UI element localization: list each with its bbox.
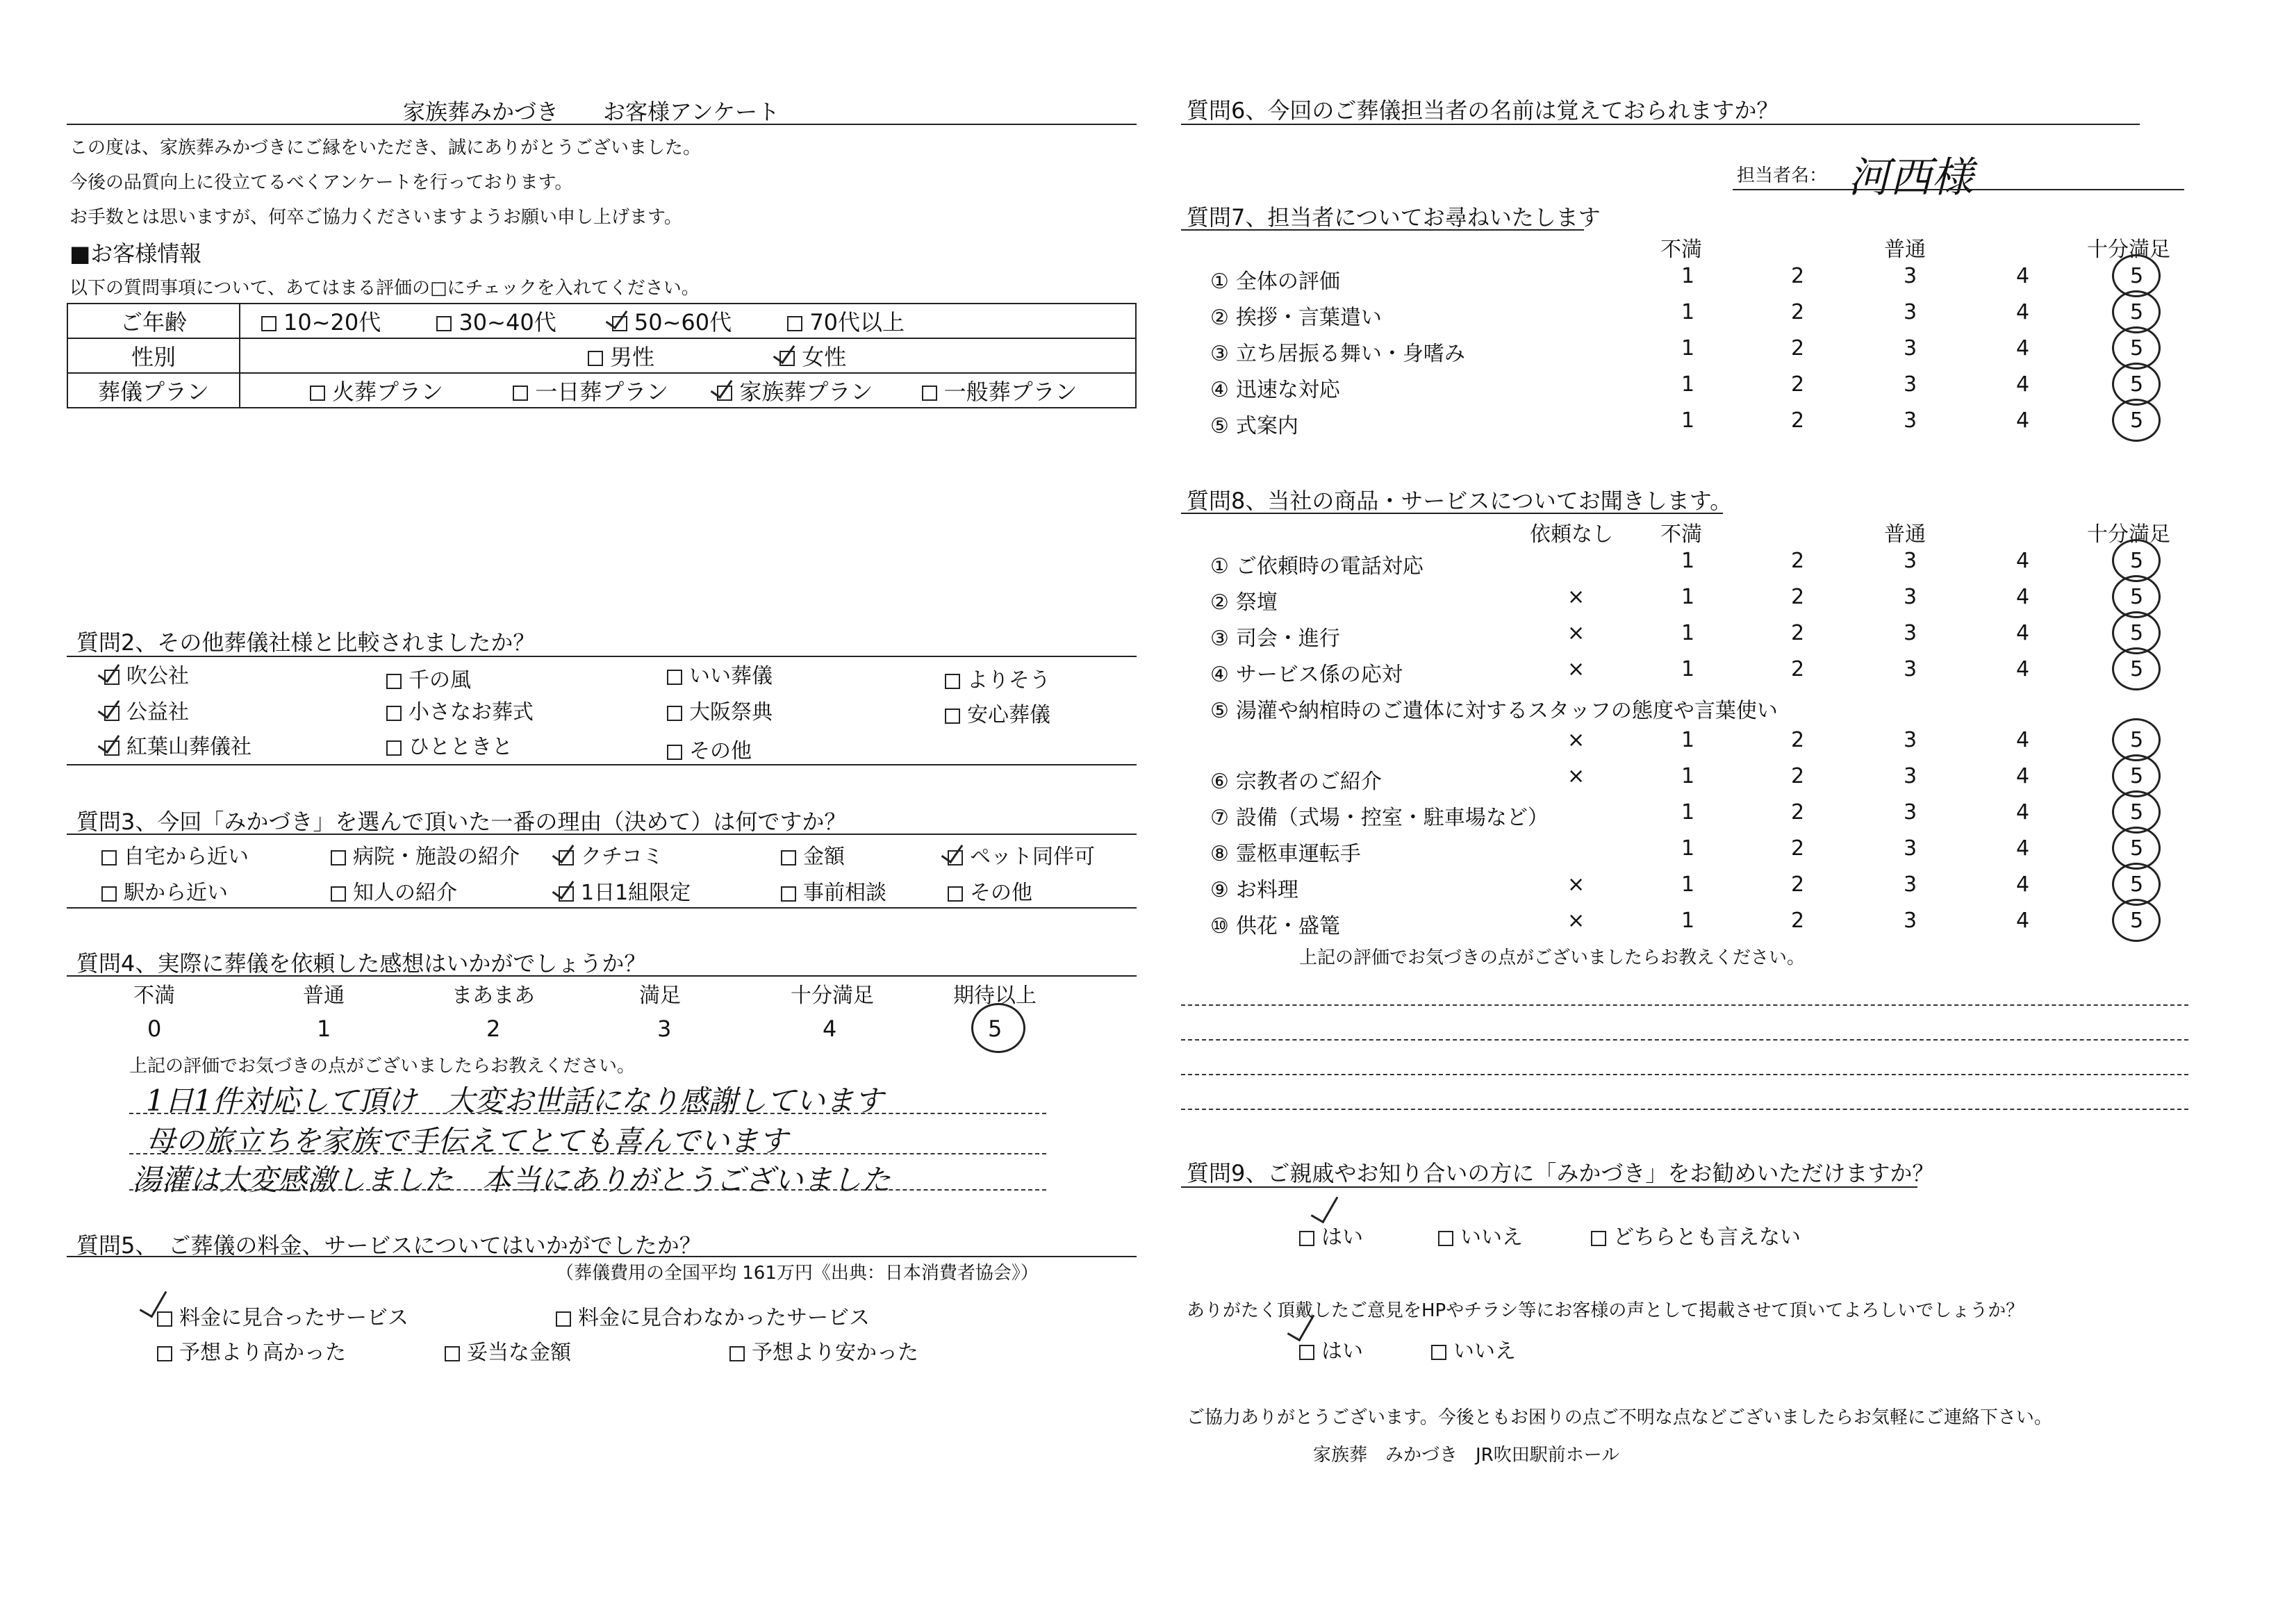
q4-value-selected[interactable]: 5 <box>988 1016 1002 1042</box>
q8-rating-option[interactable]: 2 <box>1791 657 1805 681</box>
publish-option-no[interactable]: いいえ <box>1431 1334 1516 1364</box>
q8-rating-option[interactable]: 5 <box>2130 909 2144 933</box>
q8-item-label: ⑨ お料理 <box>1210 878 1298 902</box>
q8-item-label: ⑤ 湯灌や納棺時のご遺体に対するスタッフの態度や言葉使い <box>1210 699 1778 723</box>
q8-rating-option[interactable]: 3 <box>1904 872 1917 897</box>
q8-item-label: ② 祭壇 <box>1210 590 1278 615</box>
q2-option[interactable]: その他 <box>667 734 752 764</box>
q8-rating-option[interactable]: 3 <box>1904 549 1917 573</box>
q7-item-label: ① 全体の評価 <box>1210 270 1340 294</box>
q2-option[interactable]: 千の風 <box>386 663 471 693</box>
q8-item-label: ⑧ 霊柩車運転手 <box>1210 842 1361 866</box>
q8-rating-option[interactable]: 4 <box>2016 764 2030 788</box>
checkbox[interactable] <box>513 386 528 401</box>
q8-comment-prompt: 上記の評価でお気づきの点がございましたらお教えください。 <box>1299 947 1806 968</box>
q8-rating-option[interactable]: 5 <box>2130 621 2144 645</box>
plan-option[interactable]: 家族葬プラン <box>717 374 873 406</box>
q2-option[interactable]: 大阪祭典 <box>667 695 773 725</box>
publish-question: ありがたく頂戴したご意見をHPやチラシ等にお客様の声として掲載させて頂いてよろしいでしょうか？ <box>1187 1300 2024 1321</box>
q7-rating-option[interactable]: 1 <box>1681 372 1695 397</box>
q7-header-normal: 普通 <box>1884 238 1926 262</box>
q8-rating-option[interactable]: 5 <box>2130 657 2144 681</box>
q5-option[interactable]: 妥当な金額 <box>445 1335 571 1366</box>
q7-rating-option[interactable]: 5 <box>2130 408 2144 433</box>
q3-option[interactable]: クチコミ <box>559 839 663 870</box>
intro-line-1: この度は、家族葬みかづきにご縁をいただき、誠にありがとうございました。 <box>69 138 701 158</box>
q8-rating-option[interactable]: 2 <box>1791 728 1805 752</box>
q7-rating-option[interactable]: 3 <box>1904 300 1917 324</box>
q4-title: 質問4、実際に葬儀を依頼した感想はいかがでしょうか？ <box>76 950 647 977</box>
q4-value[interactable]: 2 <box>486 1016 501 1042</box>
q8-rating-option[interactable]: 2 <box>1791 872 1805 897</box>
q9-option-no[interactable]: いいえ <box>1438 1220 1523 1250</box>
q2-option[interactable]: 吹公社 <box>104 658 189 689</box>
age-option[interactable]: 10~20代 <box>261 305 381 337</box>
customer-info-table <box>67 303 1137 408</box>
publish-option-yes[interactable]: はい <box>1299 1334 1363 1364</box>
selection-circle <box>2112 647 2161 690</box>
check-mark <box>1311 1191 1339 1224</box>
customer-instruction: 以下の質問事項について、あてはまる評価の□にチェックを入れてください。 <box>69 278 700 299</box>
q7-rating-option[interactable]: 4 <box>2016 408 2030 433</box>
checkbox[interactable] <box>436 316 452 331</box>
q8-rating-option[interactable]: 3 <box>1904 764 1917 788</box>
q7-rating-option[interactable]: 1 <box>1681 336 1695 361</box>
q2-option[interactable]: よりそう <box>945 663 1050 693</box>
q8-na-mark[interactable]: × <box>1567 621 1585 645</box>
q7-rating-option[interactable]: 5 <box>2130 372 2144 397</box>
q2-option[interactable]: 紅葉山葬儀社 <box>104 729 251 760</box>
q8-na-mark[interactable]: × <box>1567 764 1585 788</box>
q7-rating-option[interactable]: 3 <box>1904 372 1917 397</box>
q8-rating-option[interactable]: 4 <box>2016 872 2030 897</box>
q7-rating-option[interactable]: 3 <box>1904 336 1917 361</box>
q8-na-mark[interactable]: × <box>1567 872 1585 897</box>
q7-rating-option[interactable]: 2 <box>1791 300 1805 324</box>
staff-name-label: 担当者名： <box>1737 165 1828 186</box>
q3-option[interactable]: その他 <box>948 875 1032 906</box>
q7-rating-option[interactable]: 4 <box>2016 264 2030 288</box>
q8-rating-option[interactable]: 4 <box>2016 657 2030 681</box>
q4-scale-label: 満足 <box>639 984 681 1008</box>
q4-value[interactable]: 3 <box>657 1016 672 1042</box>
selection-circle <box>2112 899 2161 942</box>
q3-title: 質問3、今回「みかづき」を選んで頂いた一番の理由（決めて）は何ですか？ <box>76 809 847 835</box>
q8-rating-option[interactable]: 3 <box>1904 621 1917 645</box>
q8-rating-option[interactable]: 4 <box>2016 800 2030 825</box>
q8-header-satisfied: 十分満足 <box>2087 522 2170 547</box>
q8-na-mark[interactable]: × <box>1567 657 1585 681</box>
checkbox-checked[interactable] <box>779 351 795 366</box>
q2-option[interactable]: 小さなお葬式 <box>386 695 534 725</box>
age-row <box>67 304 1136 338</box>
q8-rating-option[interactable]: 4 <box>2016 585 2030 609</box>
q6-title: 質問6、今回のご葬儀担当者の名前は覚えておられますか？ <box>1187 97 1779 124</box>
q3-option[interactable]: 病院・施設の紹介 <box>331 839 520 870</box>
q7-rating-option[interactable]: 2 <box>1791 336 1805 361</box>
q8-rating-option[interactable]: 3 <box>1904 836 1917 861</box>
footer-thanks: ご協力ありがとうございます。今後ともお困りの点ご不明な点などございましたらお気軽にご連絡下さい。 <box>1187 1407 2052 1428</box>
q2-option[interactable]: 安心葬儀 <box>945 697 1050 728</box>
q8-title: 質問8、当社の商品・サービスについてお聞きします。 <box>1187 488 1733 514</box>
q8-item-label: ⑦ 設備（式場・控室・駐車場など） <box>1210 806 1549 830</box>
q8-rating-option[interactable]: 2 <box>1791 800 1805 825</box>
q8-na-mark[interactable]: × <box>1567 585 1585 609</box>
q7-rating-option[interactable]: 2 <box>1791 408 1805 433</box>
survey-title: 家族葬みかづき お客様アンケート <box>403 99 780 125</box>
q8-na-mark[interactable]: × <box>1567 728 1585 752</box>
q8-rating-option[interactable]: 2 <box>1791 836 1805 861</box>
q4-value[interactable]: 4 <box>823 1016 837 1042</box>
q3-option[interactable]: 金額 <box>781 839 845 870</box>
q8-rating-option[interactable]: 5 <box>2130 764 2144 788</box>
q4-scale-label: 普通 <box>303 984 345 1008</box>
q8-rating-option[interactable]: 1 <box>1681 585 1695 609</box>
gender-option[interactable]: 男性 <box>588 340 654 372</box>
q7-rating-option[interactable]: 5 <box>2130 300 2144 324</box>
q7-rating-option[interactable]: 4 <box>2016 372 2030 397</box>
q7-item-label: ③ 立ち居振る舞い・身嗜み <box>1210 342 1465 366</box>
selection-circle <box>971 1003 1025 1053</box>
age-option[interactable]: 70代以上 <box>787 305 905 337</box>
q7-rating-option[interactable]: 3 <box>1904 264 1917 288</box>
q7-item-label: ⑤ 式案内 <box>1210 414 1298 438</box>
q7-rating-option[interactable]: 5 <box>2130 264 2144 288</box>
q3-option[interactable]: ペット同伴可 <box>948 839 1095 870</box>
plan-option[interactable]: 火葬プラン <box>310 374 443 406</box>
q7-rating-option[interactable]: 4 <box>2016 336 2030 361</box>
checkbox-checked[interactable] <box>612 316 627 331</box>
q2-title: 質問2、その他葬儀社様と比較されましたか？ <box>76 629 536 656</box>
q7-rating-option[interactable]: 2 <box>1791 264 1805 288</box>
q4-comment-prompt: 上記の評価でお気づきの点がございましたらお教えください。 <box>129 1056 636 1077</box>
q8-rating-option[interactable]: 3 <box>1904 728 1917 752</box>
q8-item-label: ① ご依頼時の電話対応 <box>1210 554 1424 579</box>
q3-option[interactable]: 駅から近い <box>101 875 228 906</box>
age-option[interactable]: 50~60代 <box>612 305 732 337</box>
q8-rating-option[interactable]: 4 <box>2016 836 2030 861</box>
q4-value[interactable]: 1 <box>317 1016 331 1042</box>
q8-header-dissatisfied: 不満 <box>1660 522 1702 547</box>
q8-item-label: ⑩ 供花・盛篭 <box>1210 914 1340 938</box>
q7-item-label: ④ 迅速な対応 <box>1210 378 1340 402</box>
selection-circle <box>2112 399 2161 442</box>
q8-rating-option[interactable]: 3 <box>1904 585 1917 609</box>
q5-option[interactable]: 予想より高かった <box>157 1335 346 1366</box>
q5-title: 質問5、 ご葬儀の料金、サービスについてはいかがでしたか？ <box>76 1232 702 1259</box>
q8-rating-option[interactable]: 2 <box>1791 585 1805 609</box>
q8-rating-option[interactable]: 1 <box>1681 549 1695 573</box>
q8-rating-option[interactable]: 4 <box>2016 728 2030 752</box>
q8-rating-option[interactable]: 1 <box>1681 728 1695 752</box>
q8-rating-option[interactable]: 5 <box>2130 800 2144 825</box>
intro-line-3: お手数とは思いますが、何卒ご協力くださいますようお願い申し上げます。 <box>69 207 682 228</box>
plan-option[interactable]: 一日葬プラン <box>513 374 668 406</box>
q8-rating-option[interactable]: 3 <box>1904 800 1917 825</box>
q8-item-label: ⑥ 宗教者のご紹介 <box>1210 770 1382 794</box>
q3-option[interactable]: 知人の紹介 <box>331 875 457 906</box>
gender-label: 性別 <box>67 338 240 373</box>
q7-rating-option[interactable]: 4 <box>2016 300 2030 324</box>
plan-row <box>67 373 1136 408</box>
checkbox[interactable] <box>588 351 603 366</box>
q8-header-na: 依頼なし <box>1530 522 1613 547</box>
q8-rating-option[interactable]: 3 <box>1904 657 1917 681</box>
q8-rating-option[interactable]: 5 <box>2130 585 2144 609</box>
q8-rating-option[interactable]: 4 <box>2016 621 2030 645</box>
gender-row <box>67 338 1136 373</box>
checkbox[interactable] <box>310 386 325 401</box>
q8-rating-option[interactable]: 5 <box>2130 728 2144 752</box>
q8-header-normal: 普通 <box>1884 522 1926 547</box>
staff-name-handwritten[interactable]: 河西様 <box>1848 154 1973 202</box>
q4-value[interactable]: 0 <box>147 1016 162 1042</box>
q8-item-label: ③ 司会・進行 <box>1210 627 1340 651</box>
q8-rating-option[interactable]: 1 <box>1681 909 1695 933</box>
q7-header-satisfied: 十分満足 <box>2087 238 2170 262</box>
q7-item-label: ② 挨拶・言葉遣い <box>1210 306 1382 330</box>
gender-option[interactable]: 女性 <box>779 340 846 372</box>
checkbox-checked[interactable] <box>717 386 732 401</box>
q7-rating-option[interactable]: 1 <box>1681 264 1695 288</box>
q5-option[interactable]: 予想より安かった <box>729 1335 918 1366</box>
age-label: ご年齢 <box>67 304 240 338</box>
q8-rating-option[interactable]: 1 <box>1681 836 1695 861</box>
q7-rating-option[interactable]: 1 <box>1681 300 1695 324</box>
q8-rating-option[interactable]: 5 <box>2130 549 2144 573</box>
q8-rating-option[interactable]: 2 <box>1791 621 1805 645</box>
plan-option[interactable]: 一般葬プラン <box>922 374 1078 406</box>
q4-handwritten-comment: 1日1件対応して頂け 大変お世話になり感謝しています <box>146 1084 884 1118</box>
q8-rating-option[interactable]: 4 <box>2016 909 2030 933</box>
q2-option[interactable]: いい葬儀 <box>667 658 773 689</box>
q9-option-yes[interactable]: はい <box>1299 1220 1363 1250</box>
q5-option[interactable]: 料金に見合わなかったサービス <box>556 1300 870 1331</box>
q8-rating-option[interactable]: 1 <box>1681 764 1695 788</box>
q2-option[interactable]: 公益社 <box>104 695 189 725</box>
q7-rating-option[interactable]: 3 <box>1904 408 1917 433</box>
footer-company: 家族葬 みかづき JR吹田駅前ホール <box>1313 1445 1620 1466</box>
q7-rating-option[interactable]: 2 <box>1791 372 1805 397</box>
q8-item-label: ④ サービス係の応対 <box>1210 663 1403 687</box>
checkbox[interactable] <box>261 316 277 331</box>
q2-option[interactable]: ひとときと <box>386 729 513 760</box>
q8-rating-option[interactable]: 2 <box>1791 909 1805 933</box>
q3-option[interactable]: 1日1組限定 <box>559 875 691 906</box>
q3-option[interactable]: 事前相談 <box>781 875 886 906</box>
plan-label: 葬儀プラン <box>67 373 240 408</box>
q8-rating-option[interactable]: 1 <box>1681 657 1695 681</box>
q7-rating-option[interactable]: 1 <box>1681 408 1695 433</box>
q5-option[interactable]: 料金に見合ったサービス <box>157 1300 409 1331</box>
q7-header-dissatisfied: 不満 <box>1660 238 1702 262</box>
q8-rating-option[interactable]: 1 <box>1681 800 1695 825</box>
q8-rating-option[interactable]: 5 <box>2130 836 2144 861</box>
q4-scale-label: 不満 <box>133 984 175 1008</box>
q9-title: 質問9、ご親戚やお知り合いの方に「みかづき」をお勧めいただけますか？ <box>1187 1160 1935 1186</box>
q9-option-neutral[interactable]: どちらとも言えない <box>1591 1220 1801 1250</box>
title-rule <box>67 124 1137 125</box>
q4-handwritten-comment: 湯灌は大変感激しました 本当にありがとうございました <box>132 1163 891 1197</box>
checkbox[interactable] <box>922 386 937 401</box>
q4-scale-label: まあまあ <box>452 984 535 1008</box>
checkbox[interactable] <box>787 316 802 331</box>
q7-rating-option[interactable]: 5 <box>2130 336 2144 361</box>
q5-note: （葬儀費用の全国平均 161万円《出典：日本消費者協会》） <box>556 1263 1039 1284</box>
customer-heading: ■お客様情報 <box>69 240 202 267</box>
q8-rating-option[interactable]: 1 <box>1681 872 1695 897</box>
q3-option[interactable]: 自宅から近い <box>101 839 249 870</box>
q8-rating-option[interactable]: 5 <box>2130 872 2144 897</box>
q4-scale-label: 十分満足 <box>791 984 874 1008</box>
q8-rating-option[interactable]: 4 <box>2016 549 2030 573</box>
q4-scale-label: 期待以上 <box>953 984 1037 1008</box>
q4-handwritten-comment: 母の旅立ちを家族で手伝えてとても喜んでいます <box>146 1124 789 1158</box>
q8-rating-option[interactable]: 3 <box>1904 909 1917 933</box>
age-option[interactable]: 30~40代 <box>436 305 556 337</box>
q8-na-mark[interactable]: × <box>1567 909 1585 933</box>
q8-rating-option[interactable]: 2 <box>1791 764 1805 788</box>
intro-line-2: 今後の品質向上に役立てるべくアンケートを行っております。 <box>69 172 573 193</box>
q8-rating-option[interactable]: 2 <box>1791 549 1805 573</box>
q7-title: 質問7、担当者についてお尋ねいたします <box>1187 204 1601 231</box>
q8-rating-option[interactable]: 1 <box>1681 621 1695 645</box>
